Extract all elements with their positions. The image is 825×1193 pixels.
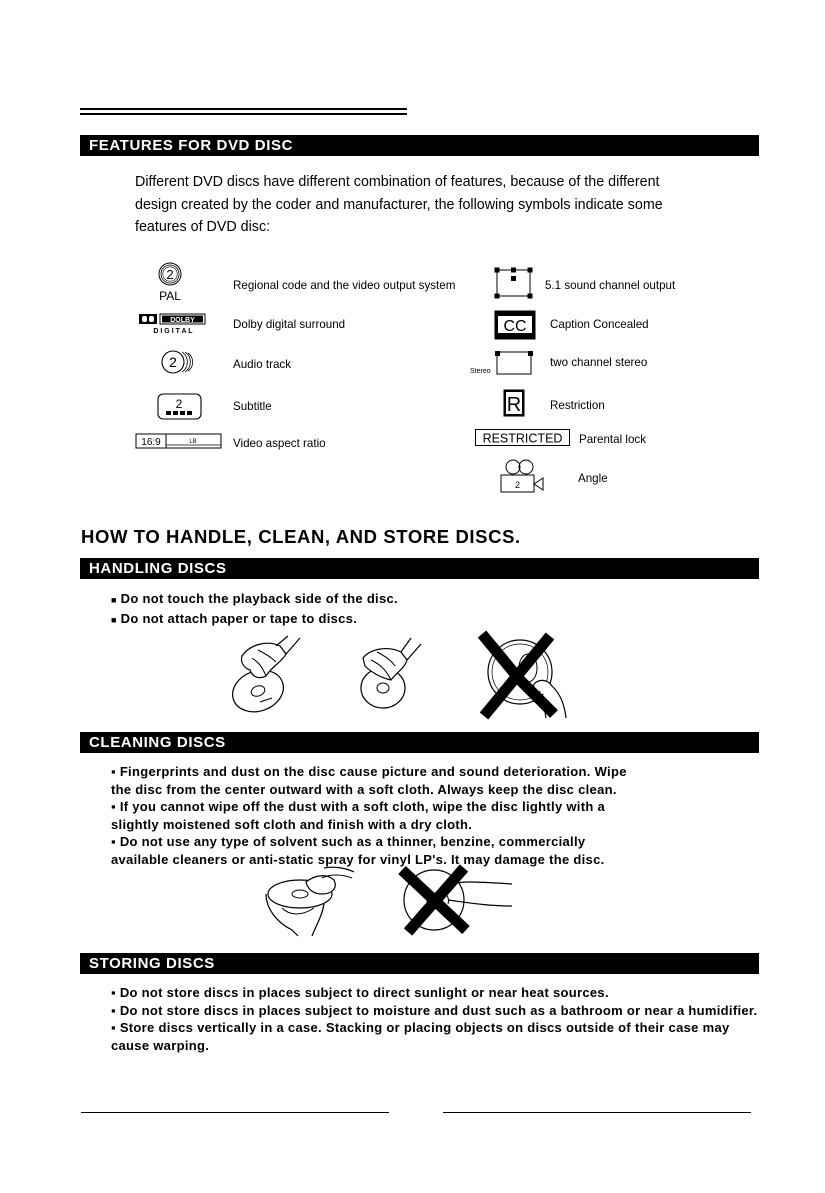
subtitle-icon (157, 393, 203, 421)
list-item: ■ Do not touch the playback side of the disc. (111, 591, 398, 606)
intro-line-1: Different DVD discs have different combination of features, because of the different (135, 174, 660, 190)
features-intro (135, 171, 705, 239)
feature-label-parental: Parental lock (579, 433, 647, 446)
footer-rule-left (81, 1112, 389, 1113)
cleaning-list (111, 763, 627, 868)
wipe-disc-wrong-crossed-illustration (388, 866, 516, 934)
list-item: ▪ Store discs vertically in a case. Stacking or placing objects on discs outside of their case may (111, 1020, 730, 1035)
dolby-text: DOLBY (170, 317, 195, 324)
restricted-badge-icon (475, 429, 571, 447)
list-item: ▪ If you cannot wipe off the dust with a soft cloth, wipe the disc lightly with a (111, 799, 606, 814)
surround-5-1-icon (493, 266, 535, 300)
feature-label-cc: Caption Concealed (550, 318, 649, 331)
feature-label-subtitle: Subtitle (233, 400, 272, 413)
angle-digit: 2 (514, 480, 521, 490)
audio-track-icon (160, 348, 200, 376)
camera-angle-icon (500, 459, 546, 495)
caption-cc-icon (494, 310, 536, 340)
r-text: R (506, 394, 522, 416)
intro-line-2: design created by the coder and manufacturer, the following symbols indicate some (135, 196, 663, 213)
storing-section-title: STORING DISCS (80, 953, 759, 974)
feature-label-region: Regional code and the video output system (233, 279, 456, 292)
feature-label-restriction: Restriction (550, 399, 605, 412)
region-code-pal-icon (150, 261, 190, 303)
subtitle-digit: 2 (175, 397, 183, 411)
list-item: cause warping. (111, 1037, 210, 1053)
intro-line-3: features of DVD disc: (135, 219, 271, 235)
pal-digit: 2 (166, 267, 174, 282)
feature-label-aspect: Video aspect ratio (233, 437, 326, 450)
wrong-handling-crossed-illustration (474, 630, 570, 720)
storing-list (111, 984, 757, 1054)
top-rule (80, 108, 407, 115)
list-item: ▪ Do not store discs in places subject to direct sunlight or near heat sources. (111, 985, 609, 1000)
list-item: ▪ Do not store discs in places subject to moisture and dust such as a bathroom or near a humidifier. (111, 1002, 758, 1018)
feature-label-angle: Angle (578, 472, 608, 485)
feature-label-5-1: 5.1 sound channel output (545, 279, 676, 292)
audio-digit: 2 (169, 354, 177, 370)
stereo-icon (470, 350, 538, 376)
aspect-ratio-icon (135, 433, 223, 451)
stereo-text: Stereo (470, 368, 491, 375)
list-item: the disc from the center outward with a soft cloth. Always keep the disc clean. (111, 781, 617, 797)
pal-label: PAL (159, 289, 181, 303)
list-item: ▪ Do not use any type of solvent such as a thinner, benzine, commercially (111, 834, 586, 849)
list-item: available cleaners or anti-static spray for vinyl LP's. It may damage the disc. (111, 851, 605, 867)
cleaning-section-title: CLEANING DISCS (80, 732, 759, 753)
feature-label-stereo: two channel stereo (550, 356, 648, 369)
hand-holding-disc-center-illustration (355, 636, 425, 714)
list-item: ▪ Fingerprints and dust on the disc cause picture and sound deterioration. Wipe (111, 764, 627, 779)
feature-label-dolby: Dolby digital surround (233, 318, 346, 331)
restriction-r-icon (503, 389, 525, 417)
digital-text: D I G I T A L (153, 328, 193, 335)
feature-label-audio: Audio track (233, 358, 291, 371)
handling-section-title: HANDLING DISCS (80, 558, 759, 579)
wipe-disc-correct-illustration (262, 864, 358, 936)
list-item: ■ Do not attach paper or tape to discs. (111, 610, 358, 626)
features-section-title: FEATURES FOR DVD DISC (80, 135, 759, 156)
handling-list (111, 590, 398, 629)
cc-text: CC (503, 318, 527, 335)
handle-clean-store-heading: HOW TO HANDLE, CLEAN, AND STORE DISCS. (81, 526, 521, 547)
list-item: slightly moistened soft cloth and finish with a dry cloth. (111, 816, 473, 832)
footer-rule-right (443, 1112, 751, 1113)
restricted-text: RESTRICTED (482, 431, 563, 446)
lb-text: LB (189, 439, 197, 445)
dolby-digital-icon (137, 313, 209, 335)
hand-holding-disc-edge-illustration (228, 636, 308, 714)
aspect-text: 16:9 (141, 437, 161, 448)
